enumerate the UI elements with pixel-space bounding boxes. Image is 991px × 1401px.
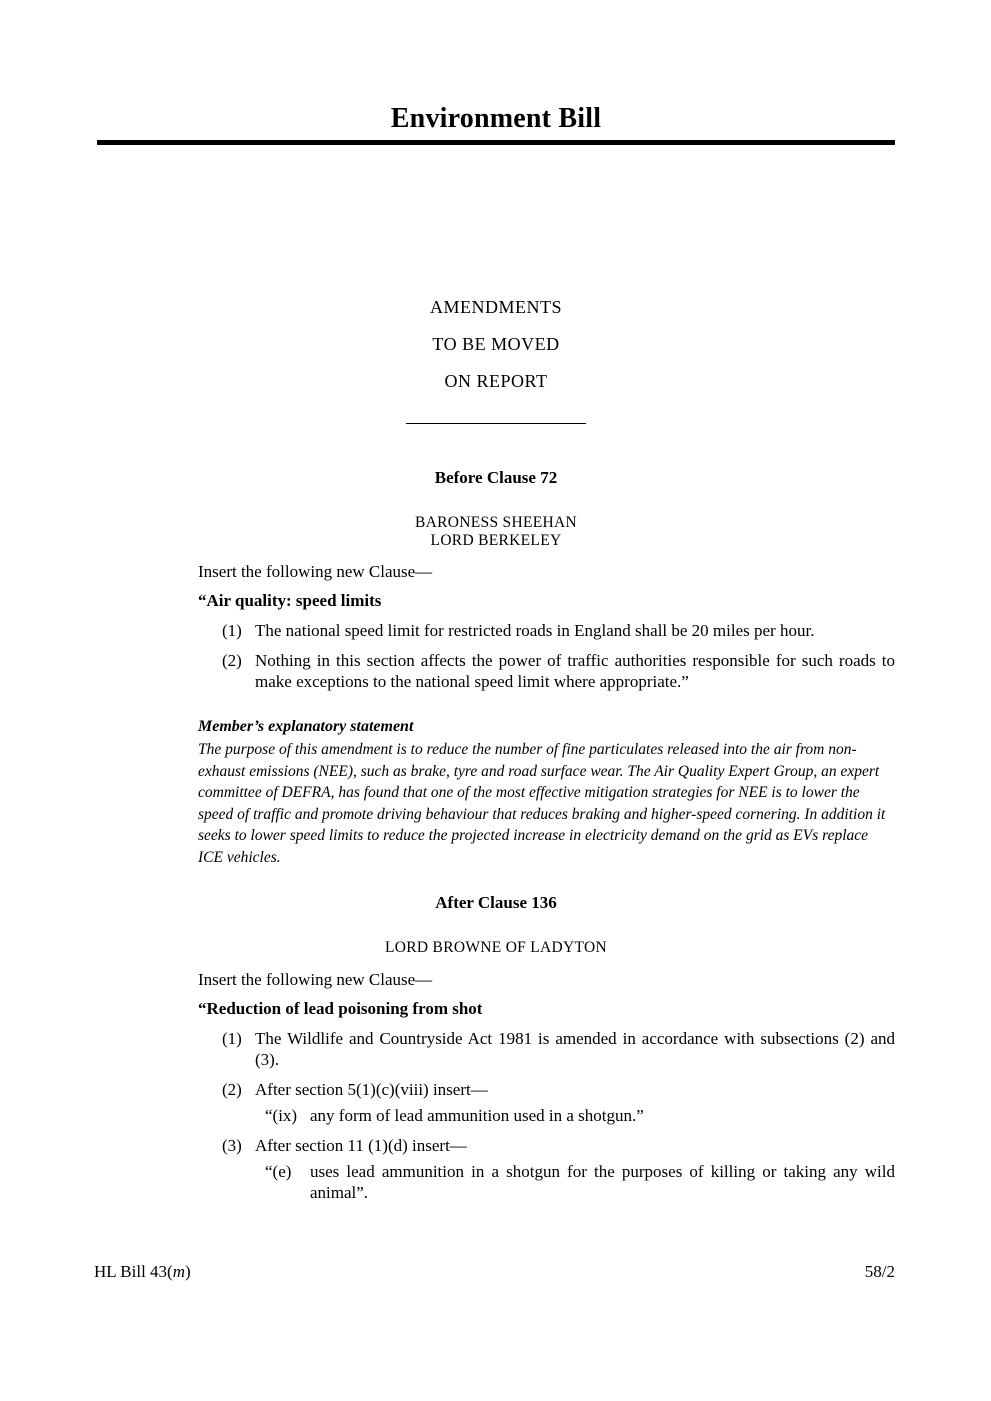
insert-clause-intro: Insert the following new Clause— bbox=[198, 562, 433, 581]
clause-item bbox=[198, 1028, 895, 1070]
masthead-line-amendments: AMENDMENTS bbox=[429, 297, 562, 317]
mover-name: BARONESS SHEEHAN bbox=[415, 514, 577, 531]
clause-item bbox=[198, 650, 895, 692]
clause-number: (2) bbox=[222, 1079, 242, 1099]
subclause-text: any form of lead ammunition used in a shotgun.” bbox=[310, 1105, 644, 1125]
subclause-item bbox=[198, 1105, 895, 1126]
subclause-item bbox=[198, 1161, 895, 1203]
amendment-body bbox=[198, 562, 895, 868]
subclause-text: uses lead ammunition in a shotgun for the purposes of killing or taking any wild animal”. bbox=[310, 1161, 895, 1202]
clause-item bbox=[198, 620, 895, 641]
clause-number: (2) bbox=[222, 651, 242, 670]
masthead bbox=[97, 297, 895, 391]
amendment-body bbox=[198, 970, 895, 1203]
page-footer bbox=[94, 1262, 895, 1282]
footer-bill-prefix: HL Bill 43( bbox=[94, 1262, 173, 1281]
clause-title: “Reduction of lead poisoning from shot bbox=[198, 998, 483, 1018]
clause-text: Nothing in this section affects the power of traffic authorities responsible for such roads to make exceptions to the national speed limit where appropriate.” bbox=[255, 651, 895, 691]
footer-bill-suffix: ) bbox=[184, 1262, 191, 1281]
movers-list bbox=[97, 939, 895, 957]
subclause-number: “(ix) bbox=[265, 1105, 298, 1125]
clause-text: The national speed limit for restricted roads in England shall be 20 miles per hour. bbox=[255, 621, 815, 640]
masthead-line-on-report: ON REPORT bbox=[444, 371, 548, 391]
page-title: Environment Bill bbox=[390, 103, 602, 134]
clause-number: (1) bbox=[222, 1028, 242, 1048]
footer-bill-italic: m bbox=[172, 1262, 185, 1281]
clause-number: (1) bbox=[222, 621, 242, 640]
explanatory-statement-heading: Member’s explanatory statement bbox=[198, 718, 414, 735]
clause-text: After section 5(1)(c)(viii) insert— bbox=[255, 1079, 488, 1099]
clause-title: “Air quality: speed limits bbox=[198, 591, 382, 610]
clause-item bbox=[198, 1135, 895, 1156]
insert-clause-intro: Insert the following new Clause— bbox=[198, 969, 433, 989]
footer-amendment-number: 58/2 bbox=[864, 1262, 895, 1281]
amendment-section-before-clause-72 bbox=[97, 468, 895, 868]
footer-bill-number bbox=[94, 1262, 191, 1282]
section-heading: Before Clause 72 bbox=[434, 468, 558, 487]
clause-text: The Wildlife and Countryside Act 1981 is amended in accordance with subsections (2) and (3). bbox=[255, 1028, 895, 1069]
clause-number: (3) bbox=[222, 1135, 242, 1155]
explanatory-statement-text: The purpose of this amendment is to reduce the number of fine particulates released into the air from non-exhaust emissions (NEE), such as brake, tyre and road surface wear. The Air Quality Expert Group, an expert committee of DEFRA, has found that one of the most effective mitigation strategies for NEE is to lower the speed of traffic and promote driving behaviour that reduces braking and higher-speed cornering. In addition it seeks to lower speed limits to reduce the projected increase in electricity demand on the grid as EVs replace ICE vehicles. bbox=[198, 741, 886, 866]
section-heading: After Clause 136 bbox=[435, 893, 557, 912]
mover-name: LORD BROWNE OF LADYTON bbox=[384, 939, 608, 956]
masthead-line-to-be-moved: TO BE MOVED bbox=[432, 334, 560, 354]
mover-name: LORD BERKELEY bbox=[430, 531, 562, 549]
title-double-rule bbox=[97, 140, 895, 145]
clause-text: After section 11 (1)(d) insert— bbox=[255, 1135, 467, 1155]
clause-item bbox=[198, 1079, 895, 1100]
section-divider-rule bbox=[406, 423, 586, 424]
subclause-number: “(e) bbox=[265, 1161, 292, 1181]
amendment-section-after-clause-136 bbox=[97, 893, 895, 1203]
movers-list bbox=[97, 514, 895, 549]
